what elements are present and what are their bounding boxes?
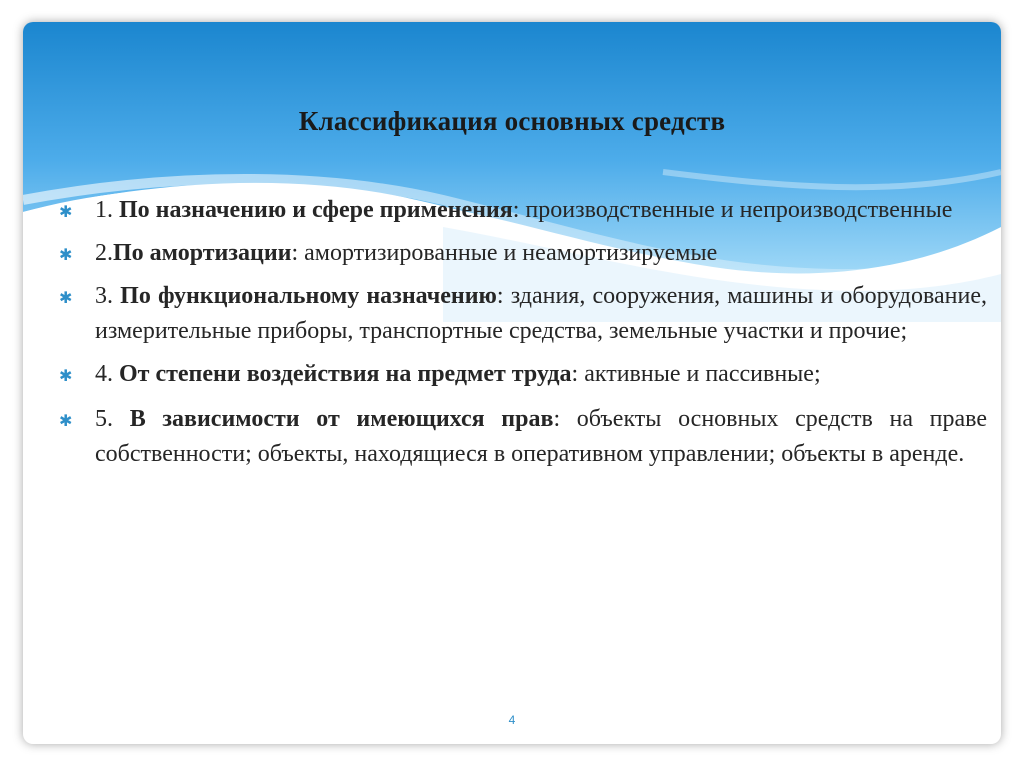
item-category: По амортизации [113,240,292,266]
page-number: 4 [508,713,516,727]
list-item [59,193,987,228]
list-item [59,236,987,271]
item-category: По назначению и сфере применения [119,197,513,223]
item-category: По функциональному назначению [120,283,497,309]
item-description: : амортизированные и неамортизируемые [291,240,718,266]
slide [23,22,1001,744]
list-item [59,279,987,349]
item-description: : производственные и непроизводственные [512,197,953,223]
item-number: 4. [95,361,119,387]
asterisk-bullet-icon: ✱ [59,411,73,430]
asterisk-bullet-icon: ✱ [59,366,73,385]
list-item [59,402,987,472]
item-description: : здания, сооружения, машины и оборудование, измерительные приборы, транспортные средства, земельные участки и прочие; [95,283,987,344]
item-description: : объекты основных средств на праве собственности; объекты, находящиеся в оперативном управлении; объекты в аренде. [95,406,988,467]
asterisk-bullet-icon: ✱ [59,202,73,221]
item-number: 2. [95,240,113,266]
asterisk-bullet-icon: ✱ [59,245,73,264]
item-category: В зависимости от имеющихся прав [129,406,554,432]
item-description: : активные и пассивные; [571,361,821,387]
asterisk-bullet-icon: ✱ [59,288,73,307]
item-number: 5. [95,406,130,432]
classification-list [59,193,987,480]
item-number: 1. [95,197,119,223]
item-number: 3. [95,283,121,309]
slide-title: Классификация основных средств [298,106,726,136]
item-category: От степени воздействия на предмет труда [119,361,572,387]
list-item [59,357,987,392]
